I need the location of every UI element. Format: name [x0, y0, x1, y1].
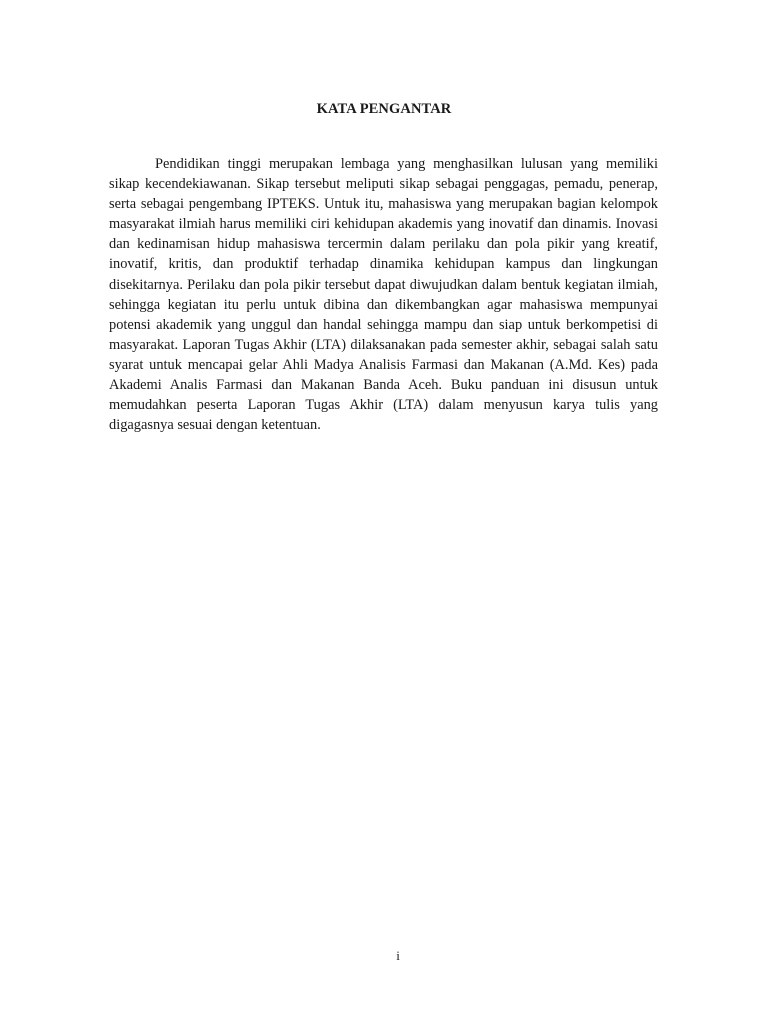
body-paragraph: Pendidikan tinggi merupakan lembaga yang menghasilkan lulusan yang memiliki sikap kecendekiawanan. Sikap tersebut meliputi sikap sebagai penggagas, pemadu, penerap, serta sebagai pengembang IPTEKS. Untuk itu, mahasiswa yang merupakan bagian kelompok masyarakat ilmiah harus memiliki ciri kehidupan akademis yang inovatif dan dinamis. Inovasi dan kedinamisan hidup mahasiswa tercermin dalam perilaku dan pola pikir yang kreatif, inovatif, kritis, dan produktif terhadap dinamika kehidupan kampus dan lingkungan disekitarnya. Perilaku dan pola pikir tersebut dapat diwujudkan dalam bentuk kegiatan ilmiah, sehingga kegiatan itu perlu untuk dibina dan dikembangkan agar mahasiswa mempunyai potensi akademik yang unggul dan handal sehingga mampu dan siap untuk berkompetisi di masyarakat. Laporan Tugas Akhir (LTA) dilaksanakan pada semester akhir, sebagai salah satu syarat untuk mencapai gelar Ahli Madya Analisis Farmasi dan Makanan (A.Md. Kes) pada Akademi Analis Farmasi dan Makanan Banda Aceh. Buku panduan ini disusun untuk memudahkan peserta Laporan Tugas Akhir (LTA) dalam menyusun karya tulis yang digagasnya sesuai dengan ketentuan.	[109, 156, 658, 434]
page-number: i	[396, 948, 400, 963]
page-title: KATA PENGANTAR	[316, 101, 452, 117]
